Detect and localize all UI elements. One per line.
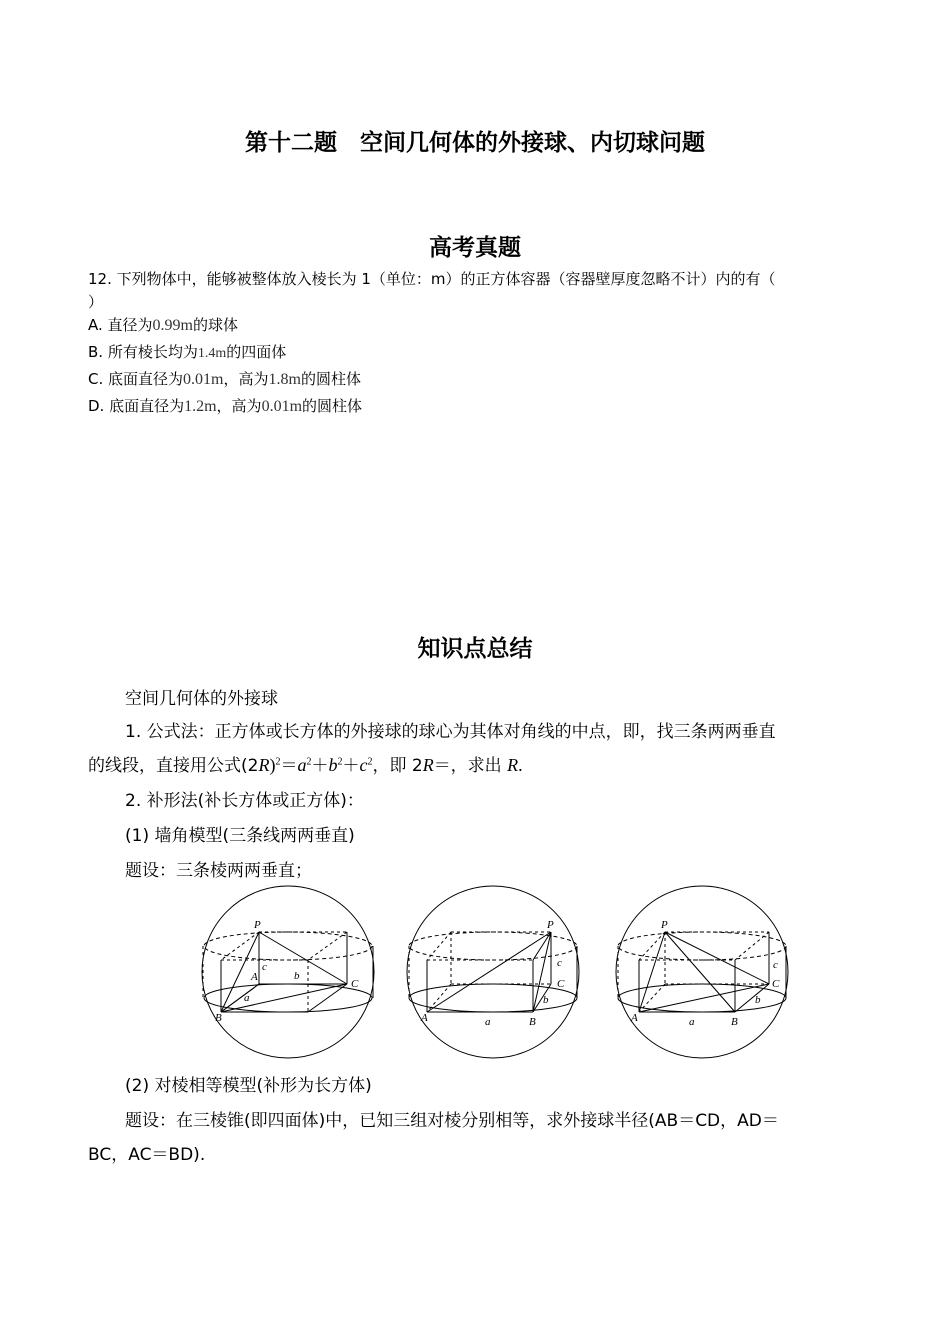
label-b: b [294, 970, 300, 982]
exp: 2 [306, 756, 312, 768]
figure-1 [202, 886, 374, 1058]
exp: 2 [337, 756, 343, 768]
label-c: c [262, 961, 267, 973]
label-b: b [755, 994, 761, 1006]
exp: 2 [275, 756, 281, 768]
label-C: C [772, 978, 780, 990]
var-R: R [258, 755, 270, 775]
option-d-text: D. 底面直径为 [88, 397, 185, 415]
knowledge-p3: (1) 墙角模型(三条线两两垂直) [125, 826, 355, 846]
option-c-suffix: 的圆柱体 [300, 370, 361, 388]
label-C: C [351, 978, 359, 990]
knowledge-p2: 2. 补形法(补长方体或正方体)： [125, 791, 364, 811]
label-a: a [485, 1016, 491, 1028]
option-d-mid: ，高为 [216, 397, 262, 415]
label-P: P [254, 919, 261, 931]
knowledge-p6-line1: 题设：在三棱锥(即四面体)中，已知三组对棱分别相等，求外接球半径(AB＝CD，AD＝ [125, 1111, 779, 1131]
label-P: P [661, 919, 668, 931]
knowledge-p6-line2: BC，AC＝BD). [88, 1145, 206, 1165]
knowledge-p1-line1: 1. 公式法：正方体或长方体的外接球的球心为其体对角线的中点，即，找三条两两垂直 [125, 722, 776, 742]
option-a-text: A. 直径为 [88, 316, 153, 334]
label-A: A [251, 971, 258, 983]
label-B: B [731, 1016, 738, 1028]
top-section-2 [409, 932, 577, 960]
formula-eq: ＝ [280, 756, 298, 776]
label-c: c [557, 957, 562, 969]
formula-text-3: ＝，求出 [433, 756, 508, 776]
label-A: A [421, 1012, 428, 1024]
option-a-suffix: 的球体 [193, 316, 239, 334]
question-stem: 12. 下列物体中，能够被整体放入棱长为 1（单位：m）的正方体容器（容器壁厚度忽略不计）内的有（ [88, 270, 776, 288]
option-c-text: C. 底面直径为 [88, 370, 184, 388]
option-d-value-diameter: 1.2m [184, 398, 217, 415]
var-b: b [328, 755, 338, 775]
label-P: P [547, 919, 554, 931]
var-a: a [297, 755, 307, 775]
figure-3 [616, 886, 788, 1058]
label-C: C [557, 978, 565, 990]
knowledge-p1-line2 [88, 751, 523, 776]
label-c: c [773, 959, 778, 971]
var-R: R [507, 755, 519, 775]
option-c-value-height: 1.8m [268, 371, 301, 388]
formula-period: . [518, 755, 523, 775]
formula-text-1: 的线段，直接用公式(2 [88, 756, 259, 776]
knowledge-p5: (2) 对棱相等模型(补形为长方体) [125, 1076, 372, 1096]
option-c [88, 368, 361, 389]
formula-text-2: ，即 2 [372, 756, 423, 776]
knowledge-p4: 题设：三条棱两两垂直； [125, 861, 312, 881]
label-B: B [529, 1016, 536, 1028]
page-title: 第十二题 空间几何体的外接球、内切球问题 [245, 129, 705, 156]
bottom-section-1 [204, 984, 372, 1012]
var-c: c [359, 755, 368, 775]
option-b-text: B. 所有棱长均为 [88, 343, 198, 361]
option-b-value: 1.4m [197, 346, 227, 361]
option-b-suffix: 的四面体 [226, 343, 287, 361]
option-a-value: 0.99m [152, 317, 193, 334]
label-B: B [215, 1012, 222, 1024]
label-a: a [244, 992, 250, 1004]
label-b: b [543, 994, 549, 1006]
option-c-value-diameter: 0.01m [183, 371, 224, 388]
sphere-3 [616, 886, 788, 1058]
option-b [88, 341, 286, 362]
option-a [88, 314, 238, 335]
knowledge-heading: 空间几何体的外接球 [125, 689, 278, 709]
label-A: A [631, 1012, 638, 1024]
sphere-2 [407, 886, 579, 1058]
label-a: a [689, 1016, 695, 1028]
option-d [88, 395, 362, 416]
formula-paren: ) [269, 755, 276, 775]
var-R: R [422, 755, 434, 775]
option-c-mid: ，高为 [223, 370, 269, 388]
question-stem-continuation: ） [88, 293, 104, 311]
section-heading-knowledge: 知识点总结 [417, 635, 533, 662]
section-heading-exam: 高考真题 [429, 234, 521, 261]
option-d-value-height: 0.01m [261, 398, 303, 415]
figure-2 [407, 886, 579, 1058]
sphere-1 [202, 886, 374, 1058]
option-d-suffix: 的圆柱体 [302, 397, 363, 415]
exp: 2 [367, 756, 373, 768]
sphere-figures [195, 884, 795, 1060]
formula-plus: ＋ [311, 756, 329, 776]
formula-plus: ＋ [342, 756, 360, 776]
